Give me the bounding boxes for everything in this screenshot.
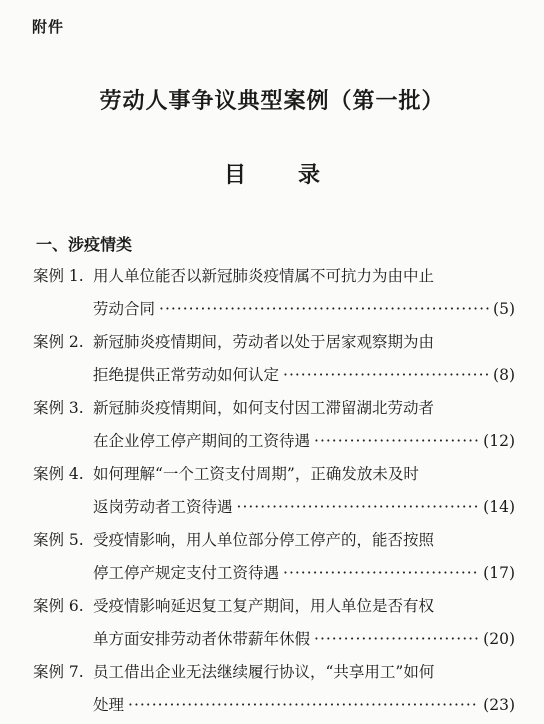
toc-entry-5[interactable] [33, 526, 515, 592]
case-title-line2: 处理 [93, 696, 125, 714]
case-number: 案例 5. [33, 531, 84, 549]
case-number: 案例 2. [33, 333, 84, 351]
case-title-line2: 返岗劳动者工资待遇 [93, 498, 233, 516]
case-number: 案例 3. [33, 399, 84, 417]
dot-leader [128, 691, 479, 719]
case-title-line2: 停工停产规定支付工资待遇 [93, 564, 280, 582]
dot-leader [283, 361, 489, 389]
toc-entry-2[interactable] [33, 328, 515, 394]
page-number: (8) [493, 366, 515, 384]
case-number: 案例 1. [33, 267, 84, 285]
case-title-line1: 受疫情影响延迟复工复产期间，用人单位是否有权 [93, 597, 435, 615]
page-number: (20) [483, 630, 515, 648]
case-number: 案例 6. [33, 597, 84, 615]
case-title-line2: 拒绝提供正常劳动如何认定 [93, 366, 280, 384]
case-title-line1: 受疫情影响，用人单位部分停工停产的，能否按照 [93, 531, 435, 549]
case-title-line1: 如何理解“一个工资支付周期”，正确发放未及时 [93, 465, 419, 483]
toc-entry-1[interactable] [33, 262, 515, 328]
case-title-line1: 员工借出企业无法继续履行协议，“共享用工”如何 [93, 663, 435, 681]
toc-entry-7[interactable] [33, 658, 515, 724]
page-number: (17) [483, 564, 515, 582]
toc-entry-6[interactable] [33, 592, 515, 658]
page-number: (23) [483, 696, 515, 714]
case-title-line1: 新冠肺炎疫情期间，劳动者以处于居家观察期为由 [93, 333, 435, 351]
dot-leader [159, 295, 489, 323]
case-title-line1: 新冠肺炎疫情期间，如何支付因工滞留湖北劳动者 [93, 399, 435, 417]
section-heading: 一、涉疫情类 [36, 235, 133, 254]
dot-leader [314, 427, 479, 455]
toc-heading-char-2: 录 [298, 162, 321, 188]
dot-leader [237, 493, 480, 521]
toc-entry-3[interactable] [33, 394, 515, 460]
dot-leader [283, 559, 479, 587]
case-title-line2: 单方面安排劳动者休带薪年休假 [93, 630, 311, 648]
dot-leader [314, 625, 479, 653]
page-number: (12) [483, 432, 515, 450]
toc-entries [33, 262, 515, 724]
case-title-line1: 用人单位能否以新冠肺炎疫情属不可抗力为由中止 [93, 267, 435, 285]
page-number: (14) [483, 498, 515, 516]
case-title-line2: 劳动合同 [93, 300, 156, 318]
case-number: 案例 7. [33, 663, 84, 681]
toc-heading [0, 158, 544, 189]
page-number: (5) [493, 300, 515, 318]
attachment-label: 附件 [32, 18, 65, 36]
toc-heading-char-1: 目 [223, 162, 246, 188]
document-title: 劳动人事争议典型案例（第一批） [99, 88, 445, 114]
case-number: 案例 4. [33, 465, 84, 483]
case-title-line2: 在企业停工停产期间的工资待遇 [93, 432, 311, 450]
toc-entry-4[interactable] [33, 460, 515, 526]
